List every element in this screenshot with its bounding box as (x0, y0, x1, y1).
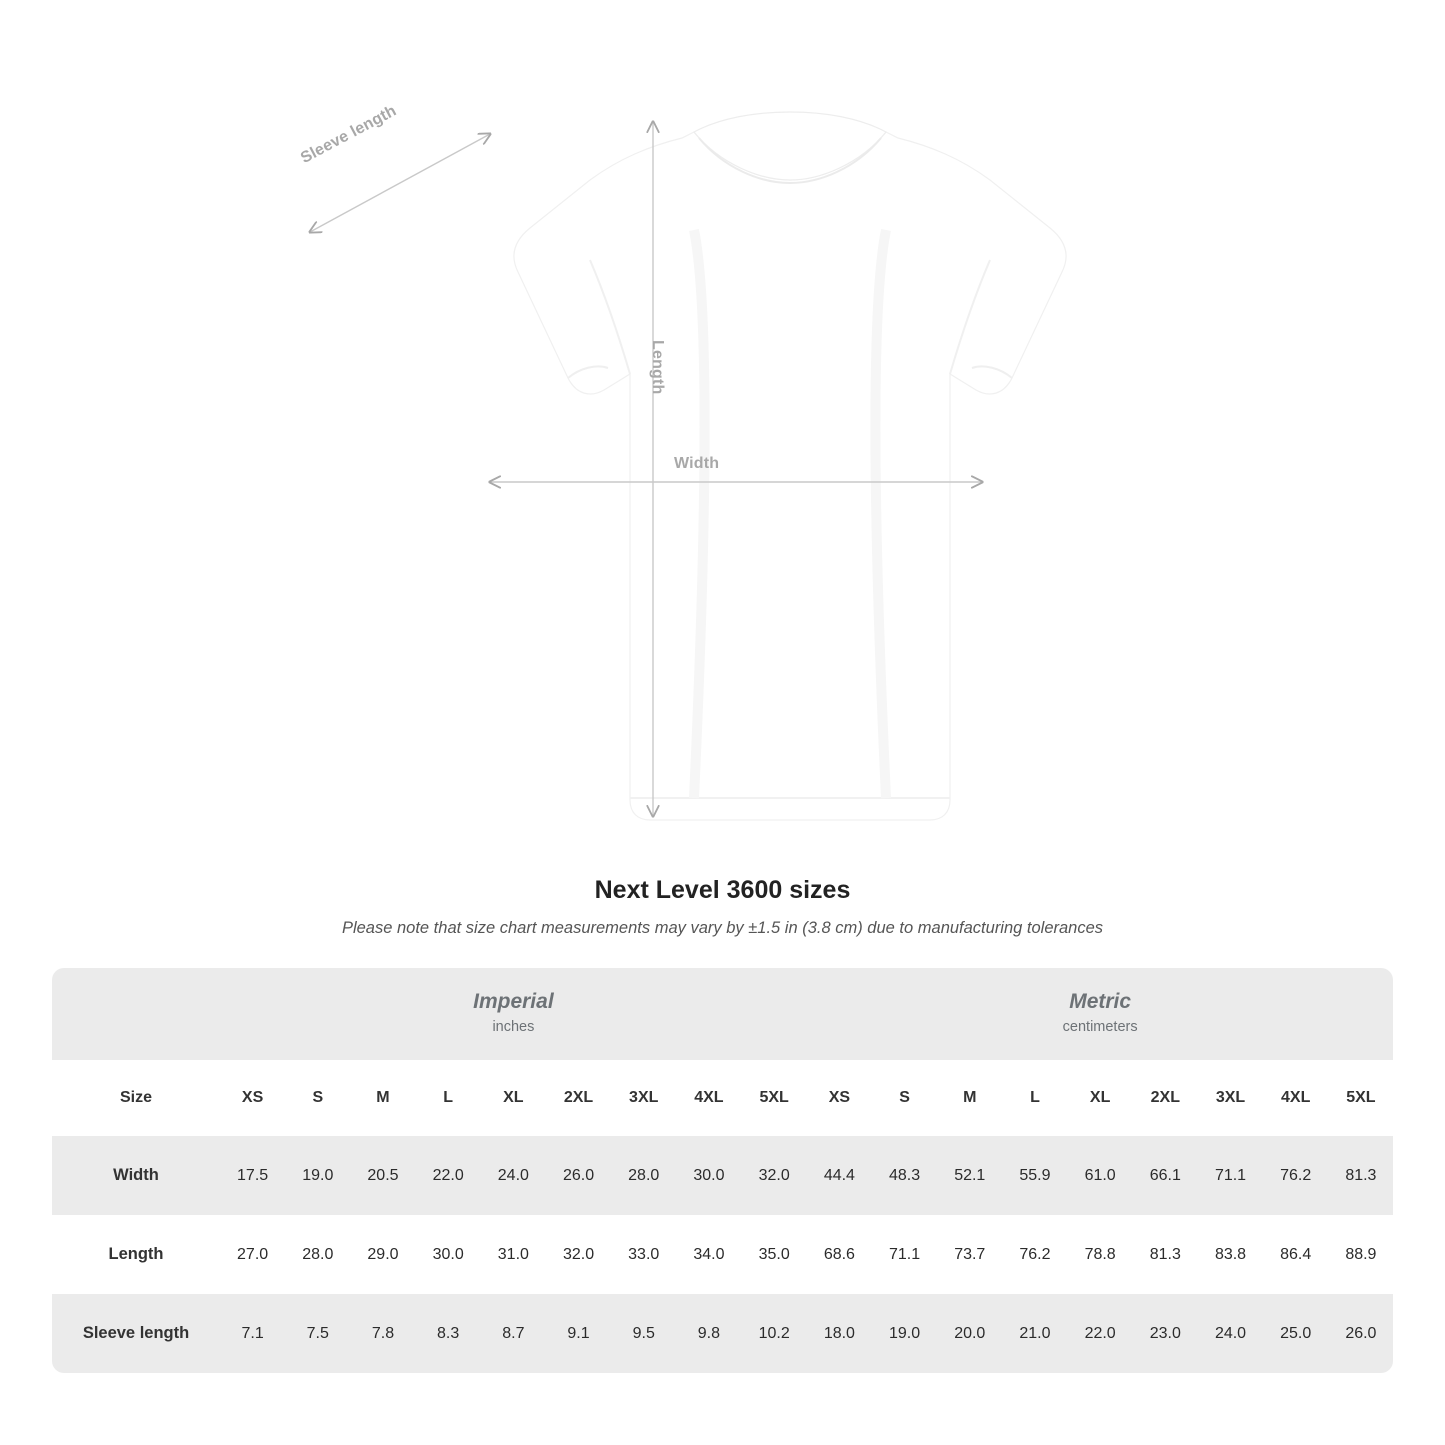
col-header-xl-metric: XL (1068, 1060, 1133, 1136)
col-header-2xl-metric: 2XL (1133, 1060, 1198, 1136)
size-table-wrapper (52, 968, 1393, 1373)
cell-sleeve-15: 24.0 (1198, 1294, 1263, 1373)
cell-sleeve-11: 20.0 (937, 1294, 1002, 1373)
unit-name-metric: Metric (1069, 990, 1132, 1014)
col-header-xl-imperial: XL (481, 1060, 546, 1136)
cell-width-3: 22.0 (416, 1136, 481, 1215)
col-header-4xl-imperial: 4XL (676, 1060, 741, 1136)
unit-name-imperial: Imperial (473, 990, 554, 1014)
cell-width-4: 24.0 (481, 1136, 546, 1215)
cell-width-2: 20.5 (350, 1136, 415, 1215)
table-row-width (52, 1136, 1393, 1215)
cell-length-12: 76.2 (1002, 1215, 1067, 1294)
cell-length-17: 88.9 (1328, 1215, 1393, 1294)
row-header-length: Length (52, 1215, 220, 1294)
cell-sleeve-4: 8.7 (481, 1294, 546, 1373)
cell-width-10: 48.3 (872, 1136, 937, 1215)
cell-sleeve-5: 9.1 (546, 1294, 611, 1373)
cell-sleeve-1: 7.5 (285, 1294, 350, 1373)
size-header-row (52, 1060, 1393, 1136)
cell-length-13: 78.8 (1068, 1215, 1133, 1294)
col-header-3xl-metric: 3XL (1198, 1060, 1263, 1136)
cell-length-7: 34.0 (676, 1215, 741, 1294)
cell-width-7: 30.0 (676, 1136, 741, 1215)
cell-length-9: 68.6 (807, 1215, 872, 1294)
length-label: Length (649, 340, 666, 395)
cell-length-5: 32.0 (546, 1215, 611, 1294)
cell-length-0: 27.0 (220, 1215, 285, 1294)
unit-sub-imperial: inches (492, 1018, 535, 1035)
col-header-4xl-metric: 4XL (1263, 1060, 1328, 1136)
tshirt-svg (290, 110, 1160, 830)
table-row-sleeve-length (52, 1294, 1393, 1373)
cell-length-15: 83.8 (1198, 1215, 1263, 1294)
row-header-sleeve-length: Sleeve length (52, 1294, 220, 1373)
cell-sleeve-3: 8.3 (416, 1294, 481, 1373)
cell-sleeve-10: 19.0 (872, 1294, 937, 1373)
cell-sleeve-16: 25.0 (1263, 1294, 1328, 1373)
cell-width-6: 28.0 (611, 1136, 676, 1215)
cell-width-0: 17.5 (220, 1136, 285, 1215)
width-label: Width (674, 455, 720, 472)
cell-sleeve-13: 22.0 (1068, 1294, 1133, 1373)
cell-width-13: 61.0 (1068, 1136, 1133, 1215)
cell-sleeve-8: 10.2 (742, 1294, 807, 1373)
row-header-width: Width (52, 1136, 220, 1215)
cell-sleeve-12: 21.0 (1002, 1294, 1067, 1373)
cell-length-6: 33.0 (611, 1215, 676, 1294)
col-header-xs-imperial: XS (220, 1060, 285, 1136)
cell-width-14: 66.1 (1133, 1136, 1198, 1215)
col-header-l-metric: L (1002, 1060, 1067, 1136)
unit-header-imperial (220, 968, 807, 1060)
tolerance-note: Please note that size chart measurements may vary by ±1.5 in (3.8 cm) due to manufacturing tolerances (341, 919, 1104, 937)
cell-length-3: 30.0 (416, 1215, 481, 1294)
page-title: Next Level 3600 sizes (594, 876, 851, 904)
size-table (52, 968, 1393, 1373)
col-header-s-imperial: S (285, 1060, 350, 1136)
cell-length-11: 73.7 (937, 1215, 1002, 1294)
unit-header-metric (807, 968, 1393, 1060)
cell-length-2: 29.0 (350, 1215, 415, 1294)
col-header-xs-metric: XS (807, 1060, 872, 1136)
cell-length-16: 86.4 (1263, 1215, 1328, 1294)
col-header-s-metric: S (872, 1060, 937, 1136)
cell-sleeve-2: 7.8 (350, 1294, 415, 1373)
unit-header-row (52, 968, 1393, 1060)
cell-sleeve-6: 9.5 (611, 1294, 676, 1373)
cell-width-12: 55.9 (1002, 1136, 1067, 1215)
row-header-size: Size (52, 1060, 220, 1136)
cell-width-15: 71.1 (1198, 1136, 1263, 1215)
col-header-3xl-imperial: 3XL (611, 1060, 676, 1136)
cell-width-8: 32.0 (742, 1136, 807, 1215)
col-header-5xl-imperial: 5XL (742, 1060, 807, 1136)
unit-sub-metric: centimeters (1062, 1018, 1138, 1035)
cell-width-5: 26.0 (546, 1136, 611, 1215)
table-row-length (52, 1215, 1393, 1294)
cell-sleeve-17: 26.0 (1328, 1294, 1393, 1373)
col-header-m-imperial: M (350, 1060, 415, 1136)
title-block (0, 876, 1445, 938)
tshirt-graphic (290, 110, 1160, 830)
sleeve-length-label: Sleeve length (298, 102, 400, 168)
col-header-2xl-imperial: 2XL (546, 1060, 611, 1136)
cell-width-9: 44.4 (807, 1136, 872, 1215)
cell-length-1: 28.0 (285, 1215, 350, 1294)
unit-header-spacer (52, 968, 220, 1060)
cell-sleeve-14: 23.0 (1133, 1294, 1198, 1373)
col-header-m-metric: M (937, 1060, 1002, 1136)
cell-width-11: 52.1 (937, 1136, 1002, 1215)
cell-width-16: 76.2 (1263, 1136, 1328, 1215)
cell-length-4: 31.0 (481, 1215, 546, 1294)
cell-width-17: 81.3 (1328, 1136, 1393, 1215)
col-header-l-imperial: L (416, 1060, 481, 1136)
cell-length-10: 71.1 (872, 1215, 937, 1294)
cell-length-8: 35.0 (742, 1215, 807, 1294)
cell-length-14: 81.3 (1133, 1215, 1198, 1294)
cell-sleeve-7: 9.8 (676, 1294, 741, 1373)
cell-sleeve-9: 18.0 (807, 1294, 872, 1373)
cell-width-1: 19.0 (285, 1136, 350, 1215)
col-header-5xl-metric: 5XL (1328, 1060, 1393, 1136)
cell-sleeve-0: 7.1 (220, 1294, 285, 1373)
